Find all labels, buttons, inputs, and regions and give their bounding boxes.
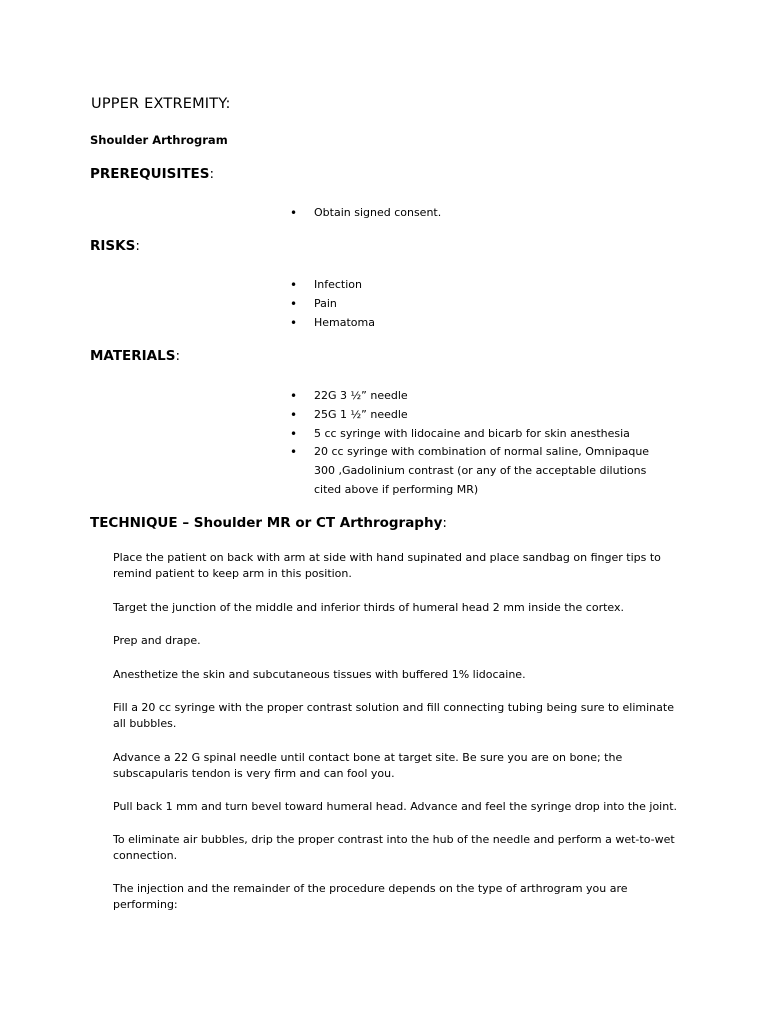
- risks-heading: RISKS:: [90, 238, 140, 254]
- risks-list: [288, 276, 375, 332]
- technique-step: Target the junction of the middle and inferior thirds of humeral head 2 mm inside the cortex.: [113, 601, 624, 614]
- materials-heading: MATERIALS:: [90, 348, 181, 364]
- bullet-icon: •: [290, 315, 298, 330]
- bullet-icon: •: [290, 206, 298, 220]
- technique-step: Prep and drape.: [113, 634, 201, 647]
- list-item: • Infection: [288, 276, 375, 295]
- list-item: • 20 cc syringe with combination of normal saline, Omnipaque 300 ,Gadolinium contrast (or any of the acceptable dilutions cited above if performing MR): [290, 445, 650, 496]
- technique-step: Fill a 20 cc syringe with the proper contrast solution and fill connecting tubing being sure to eliminate all bubbles.: [113, 701, 674, 730]
- list-item: • Pain: [288, 295, 375, 314]
- bullet-icon: •: [290, 389, 298, 403]
- bullet-icon: •: [290, 407, 298, 422]
- bullet-icon: •: [290, 426, 298, 441]
- bullet-icon: •: [290, 296, 298, 311]
- section-title: UPPER EXTREMITY:: [91, 96, 231, 112]
- list-item: • 25G 1 ½” needle: [288, 406, 668, 425]
- prerequisites-heading: PREREQUISITES:: [90, 166, 215, 182]
- technique-step: Advance a 22 G spinal needle until contact bone at target site. Be sure you are on bone; the subscapularis tendon is very firm and can fool you.: [113, 751, 623, 780]
- technique-step: Anesthetize the skin and subcutaneous tissues with buffered 1% lidocaine.: [113, 668, 526, 681]
- technique-step: Pull back 1 mm and turn bevel toward humeral head. Advance and feel the syringe drop into the joint.: [113, 800, 678, 813]
- bullet-icon: •: [290, 278, 298, 292]
- technique-step: The injection and the remainder of the procedure depends on the type of arthrogram you are performing:: [113, 882, 628, 911]
- procedure-title: Shoulder Arthrogram: [90, 133, 228, 147]
- list-item: • 22G 3 ½” needle: [288, 387, 668, 406]
- list-item: • Hematoma: [288, 314, 375, 333]
- technique-heading: TECHNIQUE – Shoulder MR or CT Arthrography:: [90, 515, 447, 531]
- technique-step: Place the patient on back with arm at side with hand supinated and place sandbag on finger tips to remind patient to keep arm in this position.: [113, 551, 661, 580]
- bullet-icon: •: [290, 445, 298, 460]
- prerequisites-list: [288, 204, 441, 223]
- technique-step: To eliminate air bubbles, drip the proper contrast into the hub of the needle and perform a wet-to-wet connection.: [113, 833, 675, 862]
- materials-list: [288, 387, 668, 500]
- list-item: • Obtain signed consent.: [288, 204, 441, 223]
- list-item: • 5 cc syringe with lidocaine and bicarb for skin anesthesia: [288, 425, 668, 444]
